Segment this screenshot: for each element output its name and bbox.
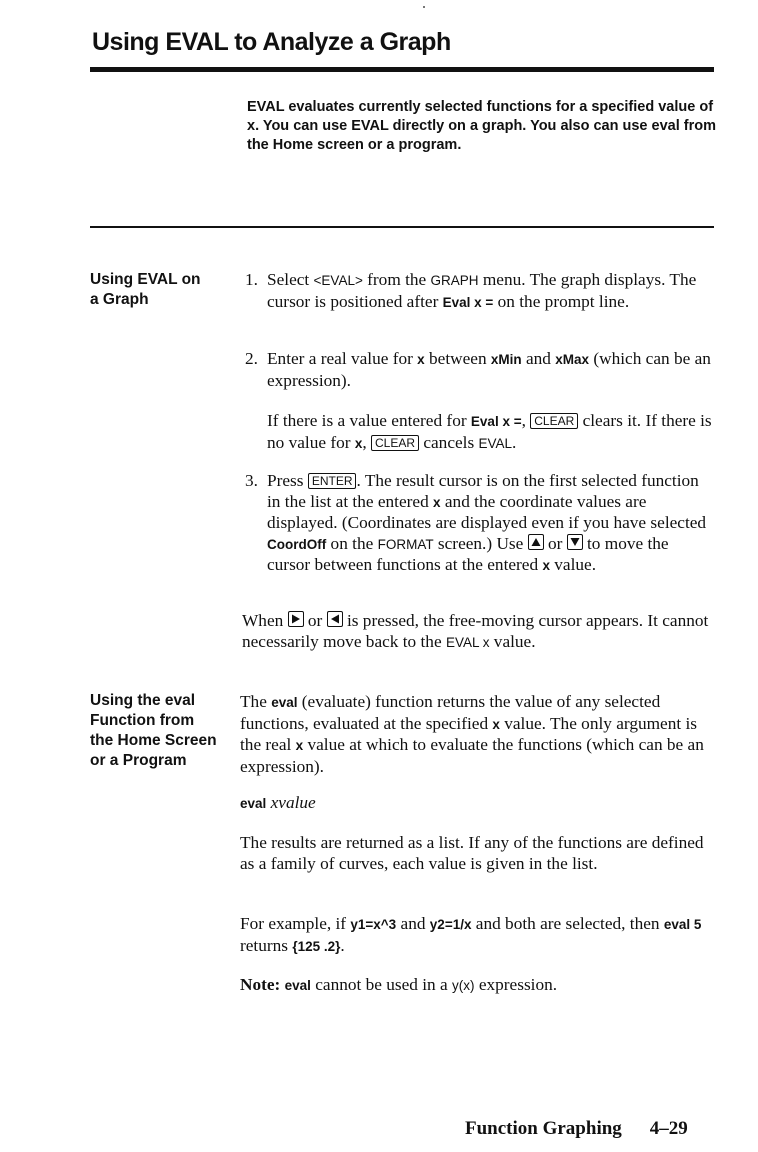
step-1: 1. Select <EVAL> from the GRAPH menu. The graph displays. The cursor is positioned after Eval x = on the prompt line. [245, 270, 697, 311]
eval-syntax: eval xvalue [240, 793, 316, 812]
scan-speck [423, 6, 425, 8]
eval-description: The eval (evaluate) function returns the value of any selected functions, evaluated at the specified x value. The only argument is the real x value at which to evaluate the functions (which can be an expression). [240, 692, 704, 776]
heading-line: Function from [90, 712, 195, 729]
eval-note: Note: eval cannot be used in a y(x) expression. [240, 975, 558, 994]
heading-line: the Home Screen [90, 732, 217, 749]
clear-key: CLEAR [530, 413, 578, 429]
section-heading-eval-on-graph [90, 270, 201, 310]
down-arrow-key-icon [567, 534, 583, 550]
heading-line: Using the eval [90, 692, 196, 709]
step-3: 3. Press ENTER . The result cursor is on the first selected function in the list at the entered x and the coordinate values are displayed. (Coordinates are displayed even if you have selected CoordOff on the FORMAT screen.) Use or to move the cursor between functions at the entered x value. [245, 471, 707, 574]
clear-key: CLEAR [371, 435, 419, 451]
example-paragraph: For example, if y1=x^3 and y2=1/x and both are selected, then eval 5 returns {125 .2}. [240, 914, 702, 955]
left-arrow-key-icon [327, 611, 343, 627]
step-2: 2. Enter a real value for x between xMin and xMax (which can be an expression). [245, 349, 711, 390]
enter-key: ENTER [308, 473, 357, 489]
title-rule [90, 67, 714, 72]
section-heading-eval-function [90, 691, 217, 771]
heading-line: a Graph [90, 291, 149, 308]
heading-line: or a Program [90, 752, 187, 769]
page-footer [465, 1118, 688, 1140]
intro-paragraph: EVAL evaluates currently selected functions for a specified value of x. You can use EVAL directly on a graph. You also can use eval from the Home screen or a program. [247, 99, 716, 153]
step-number: 3. [245, 471, 258, 490]
section-rule [90, 226, 714, 228]
free-cursor-paragraph: When or is pressed, the free-moving cursor appears. It cannot necessarily move back to the EVAL x value. [242, 611, 709, 651]
step-number: 1. [245, 270, 258, 289]
up-arrow-key-icon [528, 534, 544, 550]
right-arrow-key-icon [288, 611, 304, 627]
page-title: Using EVAL to Analyze a Graph [92, 28, 451, 56]
heading-line: Using EVAL on [90, 271, 201, 288]
step-number: 2. [245, 349, 258, 368]
page-number: 4–29 [649, 1118, 688, 1139]
footer-section-title: Function Graphing [465, 1118, 622, 1139]
results-paragraph: The results are returned as a list. If any of the functions are defined as a family of curves, each value is given in the list. [240, 833, 704, 873]
clear-note: If there is a value entered for Eval x =, CLEAR clears it. If there is no value for x, CLEAR cancels EVAL. [267, 411, 712, 452]
